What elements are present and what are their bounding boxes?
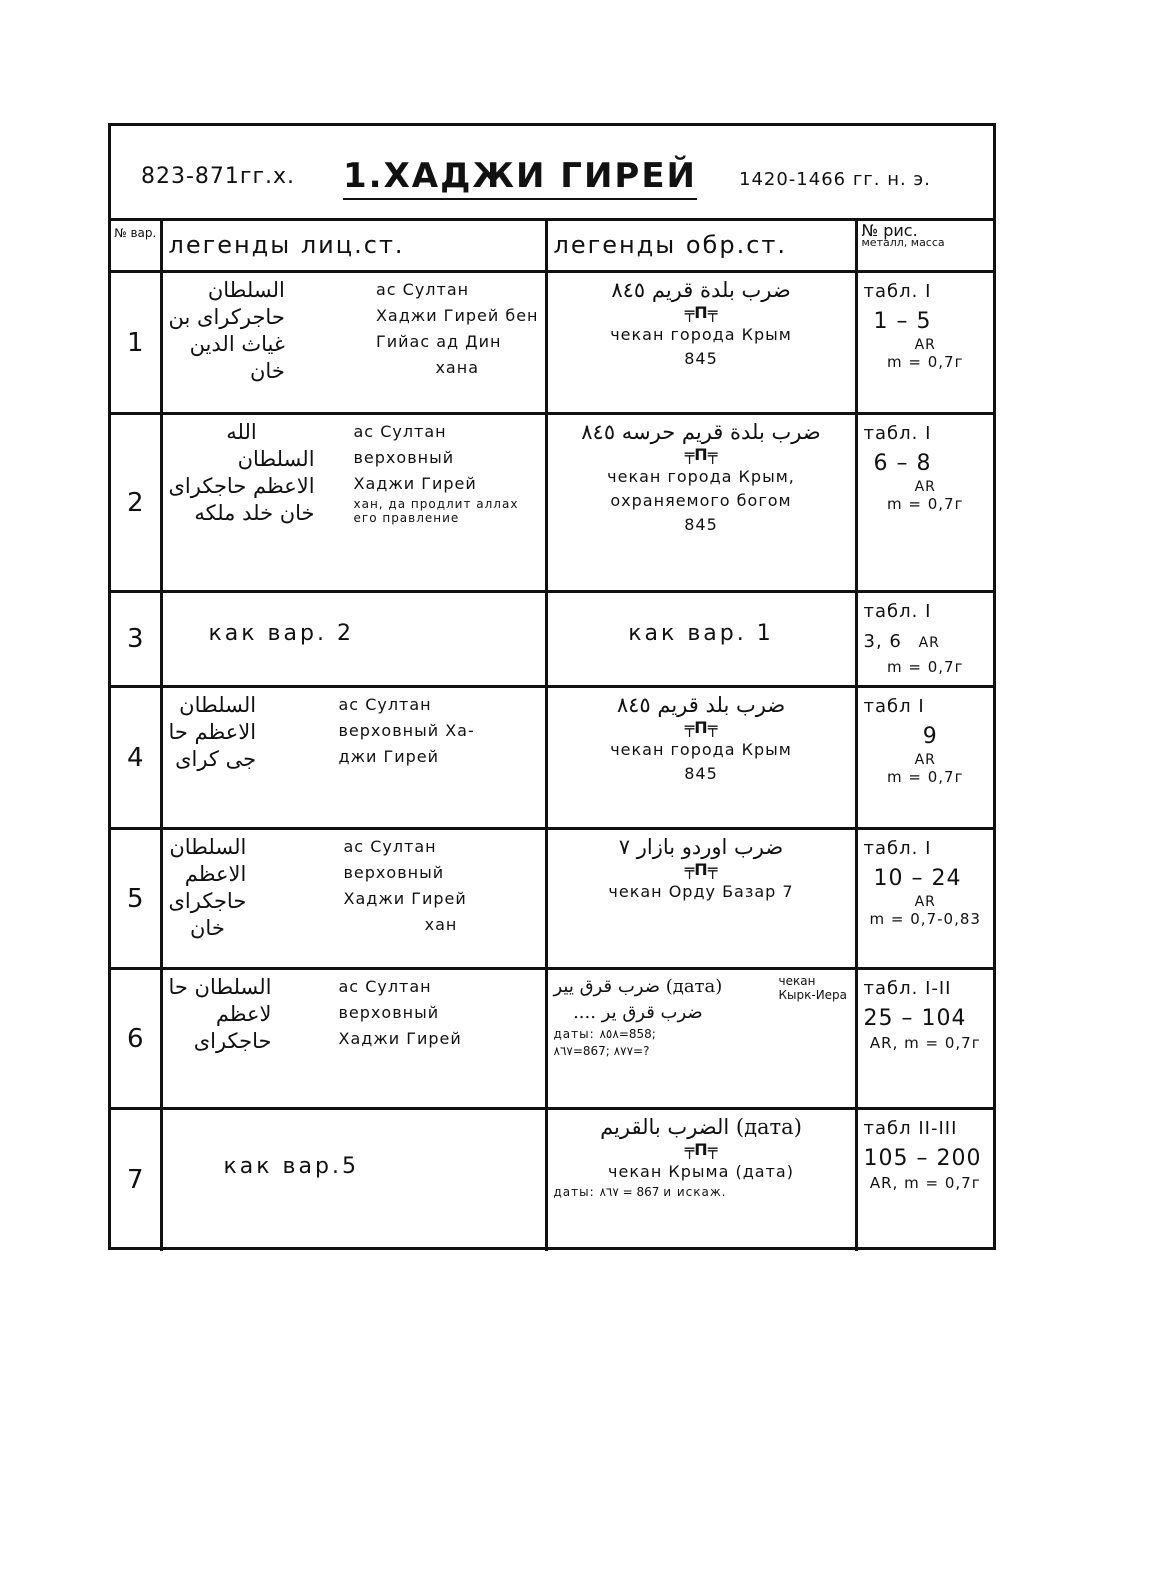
reference-cell: [856, 272, 993, 414]
russian-line: верховный Ха-: [338, 721, 475, 740]
arabic-line: الله: [226, 420, 257, 444]
figure-range: 105 – 200: [863, 1146, 982, 1171]
reference-cell: [856, 829, 993, 969]
figure-range: 3, 6: [863, 631, 902, 652]
obverse-arabic: [169, 834, 247, 942]
obverse-russian: [344, 834, 539, 942]
tamga-icon: ╤П╤: [684, 718, 718, 737]
arabic-line: السلطان: [169, 835, 247, 859]
arabic-line: الاعظم حاجکرای: [168, 474, 315, 498]
variant-number: 2: [111, 414, 161, 592]
obverse-cell: [161, 1109, 546, 1251]
variant-number: 6: [111, 969, 161, 1109]
metal: AR: [914, 752, 936, 768]
catalog-sheet: [108, 123, 996, 1250]
russian-line: ас Султан: [353, 422, 447, 441]
table-row: [111, 829, 993, 969]
reverse-russian: чекан Крыма (дата): [608, 1162, 794, 1181]
arabic-line: جی کرای: [175, 747, 257, 771]
russian-line: Хаджи Гирей: [343, 889, 467, 908]
variants-table: [111, 218, 993, 1251]
obverse-cell: [161, 414, 546, 592]
mint-name: чекан Кырк-Иера: [778, 974, 848, 1002]
variant-number: 1: [111, 272, 161, 414]
russian-line: чекан города Крым: [610, 325, 792, 344]
russian-line: Хаджи Гирей: [353, 474, 477, 493]
reverse-cell: [546, 272, 856, 414]
metal: AR: [914, 337, 936, 353]
obverse-russian: [376, 277, 539, 385]
mass: AR, m = 0,7г: [869, 1174, 981, 1192]
variant-number: 5: [111, 829, 161, 969]
russian-line: верховный: [353, 448, 455, 467]
russian-line: чекан города Крым,: [607, 467, 795, 486]
dates-line: даты: ٨٥٨=858;: [553, 1027, 656, 1041]
russian-line: чекан города Крым: [610, 740, 792, 759]
arabic-line: خان: [250, 359, 285, 383]
header-variant-no: № вар.: [111, 220, 161, 272]
metal: AR: [914, 894, 936, 910]
ref-line: [864, 627, 988, 658]
table-header-row: [111, 220, 993, 272]
obverse-arabic: [169, 974, 272, 1055]
arabic-line: خان خلد ملکه: [194, 501, 315, 525]
variant-number: 3: [111, 592, 161, 687]
hijri-years: 823-871гг.х.: [141, 164, 296, 189]
reference-cell: [856, 1109, 993, 1251]
reference-cell: [856, 414, 993, 592]
reverse-top: [554, 974, 849, 1026]
russian-line: верховный: [343, 863, 445, 882]
reverse-cell: [546, 687, 856, 829]
arabic-line: الاعظم حا: [168, 720, 257, 744]
russian-line: ас Султан: [375, 280, 470, 299]
ce-years: 1420-1466 гг. н. э.: [739, 169, 932, 190]
russian-line: Хаджи Гирей бен: [375, 306, 539, 325]
table-row: [111, 592, 993, 687]
reverse-russian: [554, 880, 849, 904]
title-bar: [111, 126, 993, 221]
table-ref: табл. I: [863, 423, 932, 444]
reverse-cell: [546, 414, 856, 592]
mass: m = 0,7-0,83: [869, 910, 981, 928]
header-ref-sub: металл, масса: [861, 236, 945, 249]
mass: m = 0,7г: [887, 658, 964, 676]
figure-range: 1 – 5: [873, 309, 932, 334]
tamga-icon: ╤П╤: [684, 860, 718, 879]
table-ref: табл. I: [863, 838, 932, 859]
table-row: [111, 414, 993, 592]
arabic-line: الاعظم: [184, 862, 247, 886]
tamga-icon: ╤П╤: [684, 445, 718, 464]
obverse-russian: [339, 692, 539, 773]
obverse-cell: [161, 687, 546, 829]
reverse-cell: [546, 829, 856, 969]
reference-cell: [856, 969, 993, 1109]
obverse-arabic: [169, 419, 315, 527]
figure-range: 6 – 8: [873, 451, 932, 476]
russian-line: 845: [684, 764, 718, 783]
arabic-line: السلطان: [237, 447, 315, 471]
table-ref: табл. I: [863, 281, 932, 302]
obverse-arabic: [169, 277, 285, 385]
arabic-line: السلطان: [207, 278, 285, 302]
figure-range: 25 – 104: [863, 1006, 967, 1031]
metal: AR: [918, 635, 940, 651]
table-row: [111, 969, 993, 1109]
variant-number: 7: [111, 1109, 161, 1251]
reverse-cell: [546, 1109, 856, 1251]
header-ref-no: № рис.: [861, 221, 918, 240]
reverse-arabic: ضرب بلدة قريم ٨٤٥: [611, 278, 791, 302]
arabic-line: (дата) ضرب قرق ییر: [553, 976, 723, 997]
reverse-arabic: ضرب بلدة قريم حرسه ٨٤٥: [581, 420, 821, 444]
russian-line: ас Султан: [338, 695, 432, 714]
variant-number: 4: [111, 687, 161, 829]
obverse-russian: [339, 974, 539, 1055]
russian-line: 845: [684, 515, 718, 534]
reverse-same-as: как вар. 1: [628, 621, 774, 646]
mass: m = 0,7г: [887, 768, 964, 786]
reference-cell: [856, 687, 993, 829]
tamga-icon: ╤П╤: [684, 303, 718, 322]
arabic-line: حاجکرای: [193, 1029, 272, 1053]
reverse-arabic: ضرب اوردو بازار ٧: [618, 835, 784, 859]
reverse-arabic: ضرب بلد قريم ٨٤٥: [616, 693, 786, 717]
reverse-arabic: [554, 974, 723, 1026]
arabic-line: حاجرکرای بن: [168, 305, 285, 329]
arabic-line: ضرب قرق یر ....: [573, 1002, 703, 1023]
arabic-line: السلطان: [179, 693, 257, 717]
table-row: [111, 687, 993, 829]
reverse-arabic: (дата) الضرب بالقريم: [600, 1115, 802, 1139]
russian-line: верховный: [338, 1003, 440, 1022]
arabic-line: لاعظم: [215, 1002, 272, 1026]
header-obverse: легенды лиц.ст.: [161, 220, 546, 272]
russian-line: хан, да продлит аллах его правление: [353, 497, 519, 525]
obverse-cell: [161, 592, 546, 687]
obverse-cell: [161, 272, 546, 414]
table-ref: табл II-III: [863, 1118, 958, 1139]
reverse-russian: [554, 465, 849, 537]
table-ref: табл. I-II: [863, 978, 952, 999]
dates-line: ٨٦٧=867; ٨٧٧=?: [553, 1044, 650, 1058]
russian-line: Гийас ад Дин: [375, 332, 502, 351]
arabic-line: غیاث الدین: [189, 332, 285, 356]
obverse-same-as: как вар.5: [223, 1154, 359, 1179]
dates-line: даты: ٨٦٧ = 867 и искаж.: [553, 1185, 727, 1199]
mass: m = 0,7г: [887, 495, 964, 513]
figure-range: 9: [922, 724, 938, 749]
mass: AR, m = 0,7г: [869, 1034, 981, 1052]
reverse-cell: [546, 969, 856, 1109]
reverse-russian: [554, 738, 849, 786]
tamga-icon: ╤П╤: [684, 1140, 718, 1159]
russian-line: ас Султан: [343, 837, 437, 856]
russian-line: ас Султан: [338, 977, 432, 996]
reverse-cell: [546, 592, 856, 687]
metal: AR: [914, 479, 936, 495]
russian-line: Хаджи Гирей: [338, 1029, 462, 1048]
obverse-arabic: [169, 692, 257, 773]
reference-cell: [856, 592, 993, 687]
table-row: [111, 272, 993, 414]
obverse-cell: [161, 969, 546, 1109]
table-ref: табл I: [863, 696, 925, 717]
ruler-title: 1.ХАДЖИ ГИРЕЙ: [343, 156, 697, 200]
header-reverse: легенды обр.ст.: [546, 220, 856, 272]
russian-line: чекан Орду Базар 7: [608, 882, 794, 901]
table-ref: табл. I: [863, 601, 932, 622]
russian-line: хан: [424, 915, 458, 934]
russian-line: 845: [684, 349, 718, 368]
obverse-same-as: как вар. 2: [208, 621, 354, 646]
table-row: [111, 1109, 993, 1251]
arabic-line: السلطان حا: [168, 975, 272, 999]
arabic-line: خان: [190, 916, 225, 940]
header-reference: [856, 220, 993, 272]
russian-line: хана: [435, 358, 479, 377]
mass: m = 0,7г: [887, 353, 964, 371]
arabic-line: حاجکرای: [168, 889, 247, 913]
reverse-russian: [554, 323, 849, 371]
dates-list: [554, 1026, 849, 1060]
figure-range: 10 – 24: [873, 866, 962, 891]
obverse-russian: [354, 419, 539, 527]
obverse-cell: [161, 829, 546, 969]
russian-line: охраняемого богом: [610, 491, 792, 510]
russian-line: джи Гирей: [338, 747, 440, 766]
